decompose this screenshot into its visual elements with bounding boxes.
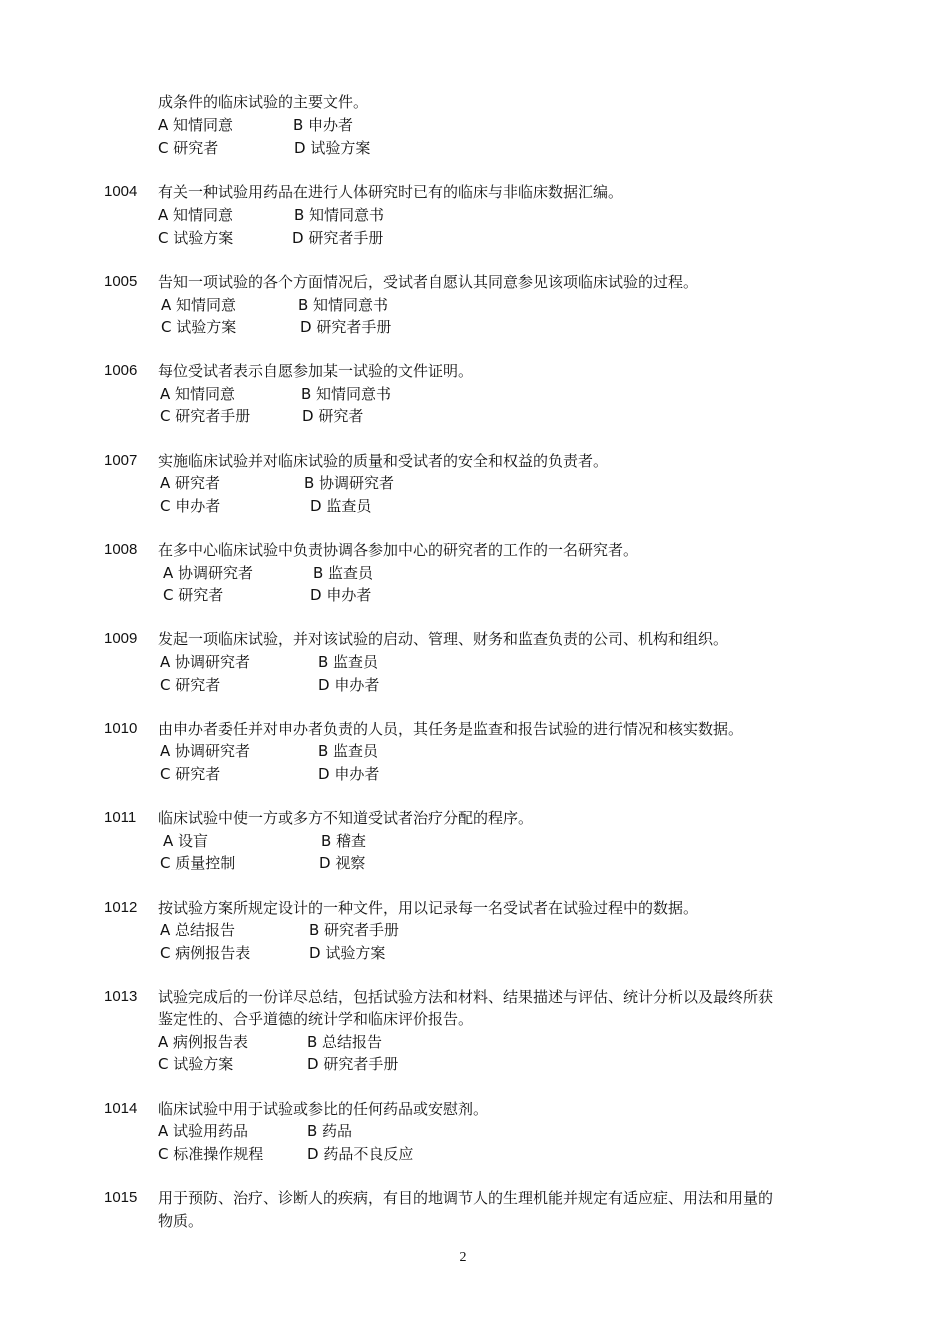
continuation-option-a: A 知情同意 [158,116,234,134]
option-d: D 试验方案 [309,944,386,962]
option-b: B 监查员 [313,564,374,582]
option-a: A 试验用药品 [158,1122,249,1140]
option-d: D 申办者 [310,586,372,604]
option-c: C 研究者手册 [160,407,251,425]
question-number: 1011 [104,809,137,826]
option-b: B 知情同意书 [294,206,385,224]
option-c: C 研究者 [163,586,224,604]
option-c: C 试验方案 [158,1055,234,1073]
option-c: C 申办者 [160,497,221,515]
option-a: A 协调研究者 [163,564,254,582]
option-a: A 总结报告 [160,921,236,939]
question-text: 告知一项试验的各个方面情况后，受试者自愿认其同意参见该项临床试验的过程。 [158,273,699,291]
option-d: D 研究者手册 [307,1055,399,1073]
option-c: C 标准操作规程 [158,1145,264,1163]
question-text: 按试验方案所规定设计的一种文件，用以记录每一名受试者在试验过程中的数据。 [158,899,699,917]
question-text-continued: 物质。 [158,1212,204,1230]
question-text: 有关一种试验用药品在进行人体研究时已有的临床与非临床数据汇编。 [158,183,624,201]
question-text-continued: 鉴定性的、合乎道德的统计学和临床评价报告。 [158,1010,474,1028]
option-b: B 协调研究者 [304,474,395,492]
option-c: C 病例报告表 [160,944,251,962]
option-d: D 申办者 [318,765,380,783]
question-text: 发起一项临床试验，并对该试验的启动、管理、财务和监查负责的公司、机构和组织。 [158,630,729,648]
question-number: 1006 [104,362,138,379]
option-a: A 协调研究者 [160,653,251,671]
option-b: B 知情同意书 [301,385,392,403]
question-number: 1007 [104,452,138,469]
question-text: 由申办者委任并对申办者负责的人员，其任务是监查和报告试验的进行情况和核实数据。 [158,720,744,738]
question-text: 用于预防、治疗、诊断人的疾病，有目的地调节人的生理机能并规定有适应症、用法和用量的 [158,1189,774,1207]
question-text: 实施临床试验并对临床试验的质量和受试者的安全和权益的负责者。 [158,452,609,470]
continuation-option-b: B 申办者 [293,116,354,134]
option-d: D 研究者手册 [300,318,392,336]
option-d: D 申办者 [318,676,380,694]
option-a: A 设盲 [163,832,209,850]
continuation-text: 成条件的临床试验的主要文件。 [158,93,369,111]
continuation-option-c: C 研究者 [158,139,219,157]
option-b: B 监查员 [318,742,379,760]
option-c: C 质量控制 [160,854,236,872]
question-number: 1009 [104,630,138,647]
option-c: C 试验方案 [161,318,237,336]
option-b: B 总结报告 [307,1033,383,1051]
option-b: B 药品 [307,1122,353,1140]
option-a: A 知情同意 [158,206,234,224]
option-d: D 视察 [319,854,366,872]
page-number: 2 [459,1250,467,1265]
option-a: A 知情同意 [161,296,237,314]
question-number: 1013 [104,988,138,1005]
option-b: B 稽查 [321,832,367,850]
question-number: 1004 [104,183,138,200]
option-d: D 研究者 [302,407,364,425]
option-a: A 知情同意 [160,385,236,403]
question-text: 在多中心临床试验中负责协调各参加中心的研究者的工作的一名研究者。 [158,541,639,559]
question-number: 1010 [104,720,138,737]
question-text: 临床试验中使一方或多方不知道受试者治疗分配的程序。 [158,809,534,827]
option-b: B 监查员 [318,653,379,671]
question-text: 临床试验中用于试验或参比的任何药品或安慰剂。 [158,1100,489,1118]
question-number: 1005 [104,273,138,290]
question-text: 每位受试者表示自愿参加某一试验的文件证明。 [158,362,474,380]
option-a: A 病例报告表 [158,1033,249,1051]
option-a: A 研究者 [160,474,221,492]
option-a: A 协调研究者 [160,742,251,760]
option-c: C 研究者 [160,765,221,783]
question-number: 1008 [104,541,138,558]
option-b: B 知情同意书 [298,296,389,314]
question-text: 试验完成后的一份详尽总结，包括试验方法和材料、结果描述与评估、统计分析以及最终所获 [158,988,774,1006]
continuation-option-d: D 试验方案 [294,139,371,157]
question-number: 1014 [104,1100,138,1117]
question-number: 1012 [104,899,138,916]
option-c: C 试验方案 [158,229,234,247]
option-b: B 研究者手册 [309,921,400,939]
option-c: C 研究者 [160,676,221,694]
question-number: 1015 [104,1189,138,1206]
option-d: D 药品不良反应 [307,1145,414,1163]
option-d: D 监查员 [310,497,372,515]
option-d: D 研究者手册 [292,229,384,247]
